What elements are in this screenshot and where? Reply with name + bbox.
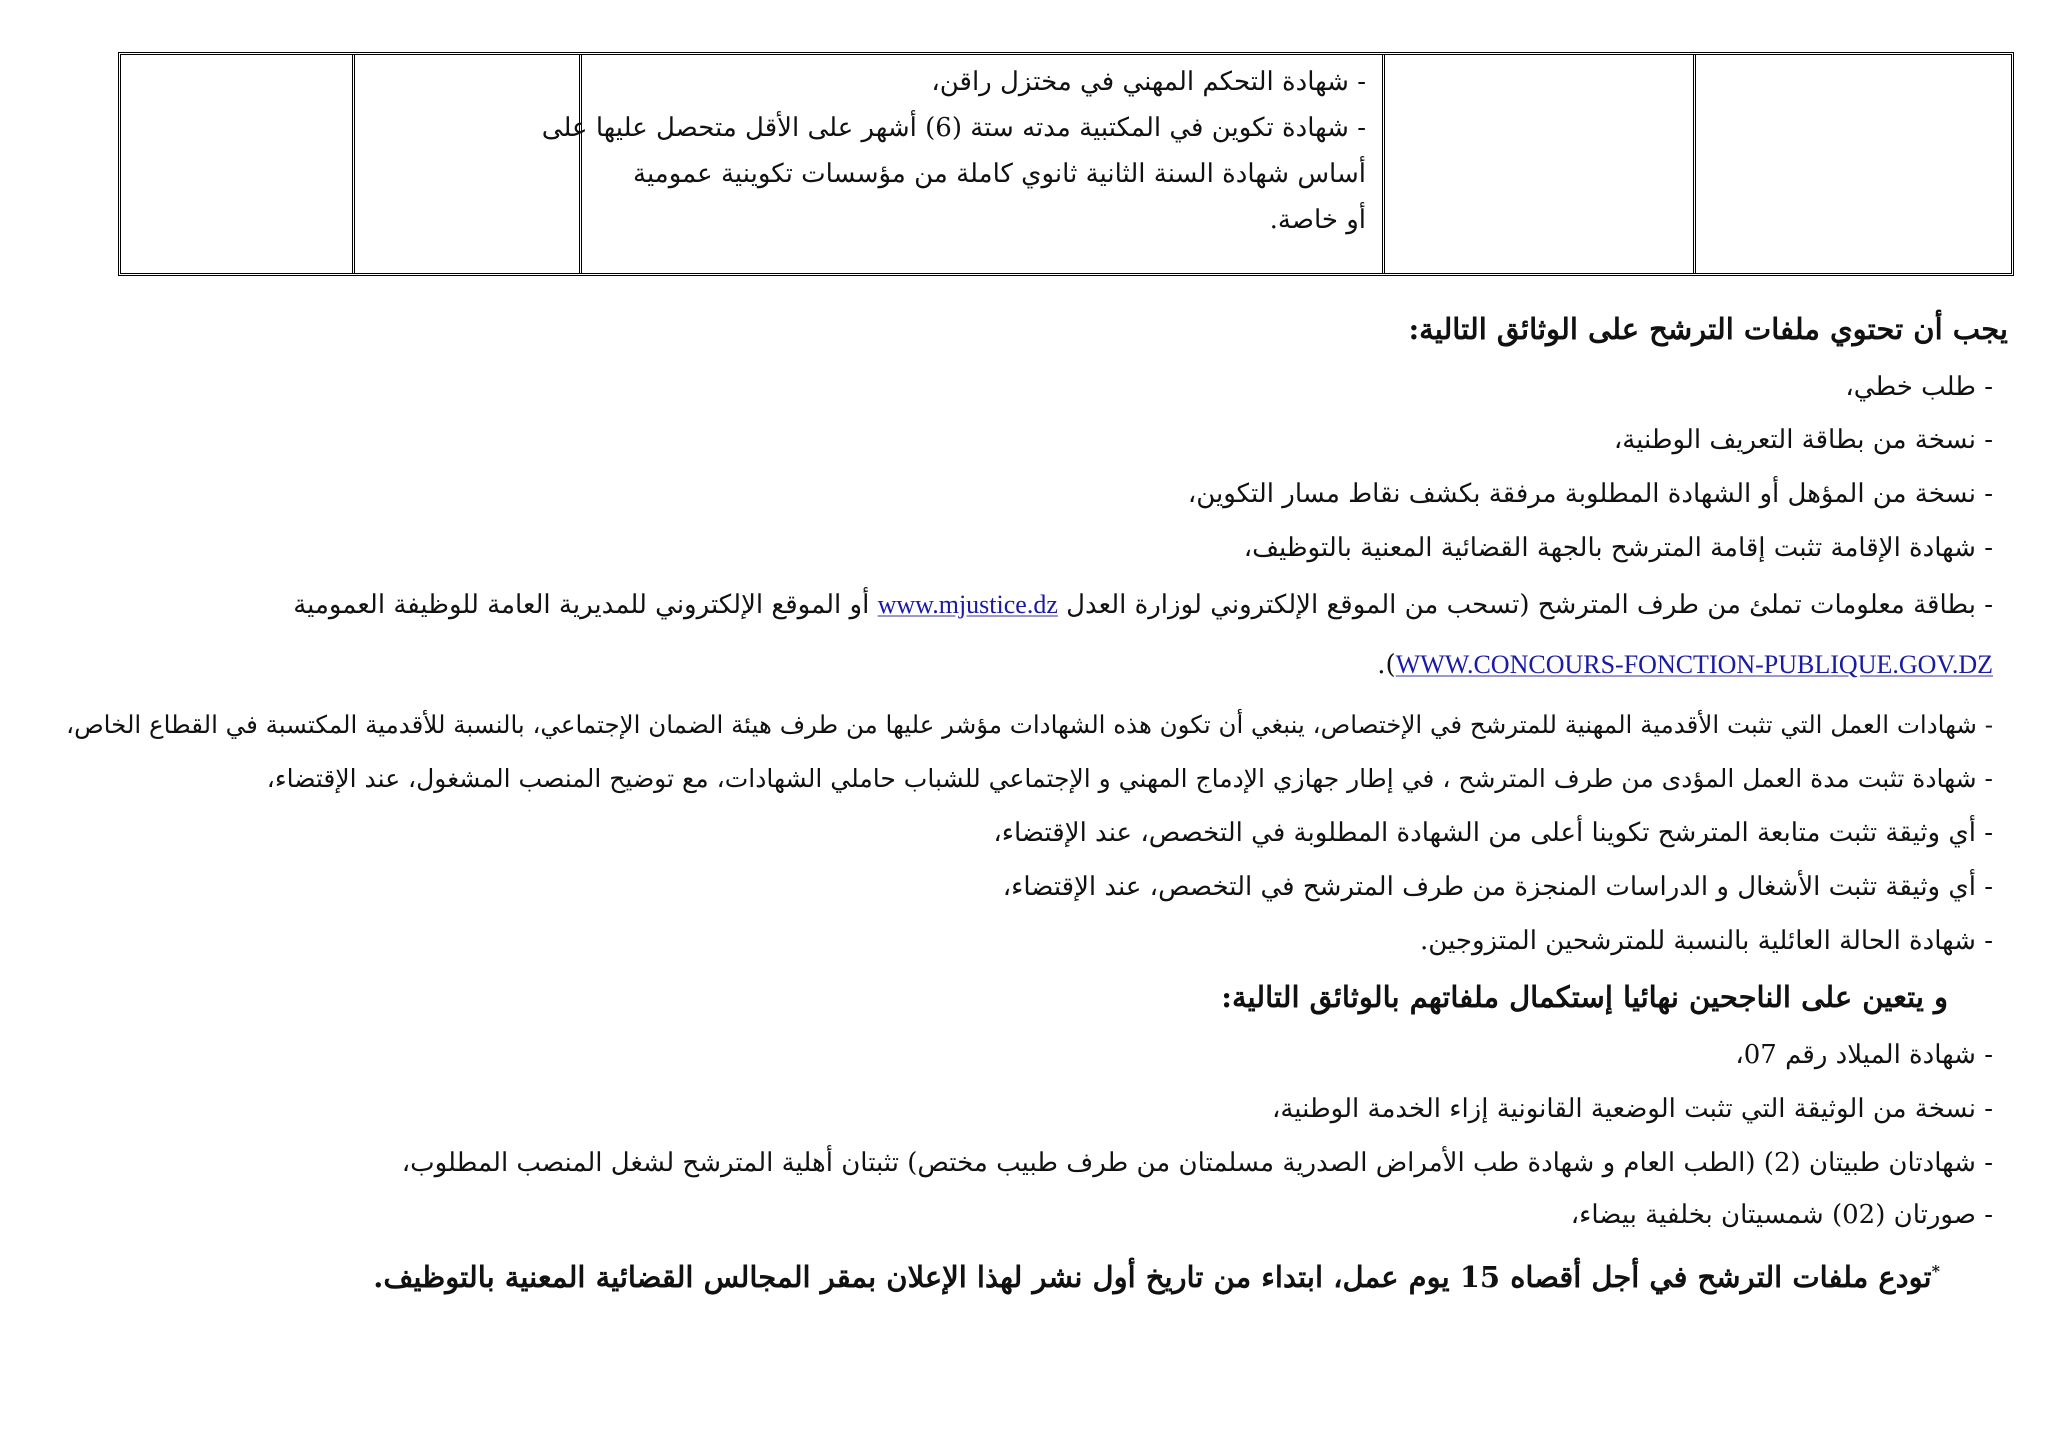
required-documents-heading: يجب أن تحتوي ملفات الترشح على الوثائق التالية: bbox=[1408, 312, 2008, 346]
qualification-line: - شهادة التحكم المهني في مختزل راقن، bbox=[931, 67, 1366, 97]
info-card-prefix: - بطاقة معلومات تملئ من طرف المترشح (تسحب من الموقع الإلكتروني لوزارة العدل bbox=[1066, 590, 1993, 620]
list-item: - شهادة تثبت مدة العمل المؤدى من طرف المترشح ، في إطار جهازي الإدماج المهني و الإجتماعي للشباب حاملي الشهادات، مع توضيح المنصب المشغول، عند الإقتضاء، bbox=[266, 764, 1993, 793]
table-cell-second bbox=[1382, 55, 1693, 273]
list-item: - أي وثيقة تثبت الأشغال و الدراسات المنجزة من طرف المترشح في التخصص، عند الإقتضاء، bbox=[1002, 872, 1993, 902]
qualification-line: - شهادة تكوين في المكتبية مدته ستة (6) أشهر على الأقل متحصل عليها على bbox=[541, 113, 1366, 143]
list-item: - شهادتان طبيتان (2) (الطب العام و شهادة طب الأمراض الصدرية مسلمتان من طرف طبيب مختص) تثبتان أهلية المترشح لشغل المنصب المطلوب، bbox=[401, 1148, 1993, 1178]
deadline-note bbox=[373, 1260, 1940, 1294]
table-cell-fourth bbox=[352, 55, 579, 273]
qualification-line: أو خاصة. bbox=[1269, 205, 1366, 235]
fonction-publique-link[interactable]: WWW.CONCOURS-FONCTION-PUBLIQUE.GOV.DZ bbox=[1395, 650, 1993, 679]
info-card-close: ). bbox=[1377, 650, 1396, 680]
final-documents-heading: و يتعين على الناجحين نهائيا إستكمال ملفاتهم بالوثائق التالية: bbox=[1221, 980, 1948, 1014]
list-item: - نسخة من الوثيقة التي تثبت الوضعية القانونية إزاء الخدمة الوطنية، bbox=[1271, 1094, 1993, 1124]
list-item-info-card-cont bbox=[1377, 650, 1993, 680]
list-item: - شهادات العمل التي تثبت الأقدمية المهنية للمترشح في الإختصاص، ينبغي أن تكون هذه الشهادات مؤشر عليها من طرف هيئة الضمان الإجتماعي، بالنسبة للأقدمية المكتسبة في القطاع الخاص، bbox=[66, 710, 1993, 739]
list-item: - شهادة الإقامة تثبت إقامة المترشح بالجهة القضائية المعنية بالتوظيف، bbox=[1243, 533, 1993, 563]
list-item: - شهادة الحالة العائلية بالنسبة للمترشحين المتزوجين. bbox=[1420, 926, 1993, 956]
table-cell-qualifications bbox=[541, 55, 1382, 273]
mjustice-link[interactable]: www.mjustice.dz bbox=[877, 590, 1058, 619]
deadline-text: تودع ملفات الترشح في أجل أقصاه 15 يوم عمل، ابتداء من تاريخ أول نشر لهذا الإعلان بمقر المجالس القضائية المعنية بالتوظيف. bbox=[373, 1260, 1932, 1294]
table-cell-leftmost bbox=[121, 55, 352, 273]
list-item: - نسخة من بطاقة التعريف الوطنية، bbox=[1613, 425, 1993, 455]
list-item: - طلب خطي، bbox=[1845, 372, 1993, 402]
table-cell-rightmost bbox=[1693, 55, 2011, 273]
list-item: - أي وثيقة تثبت متابعة المترشح تكوينا أعلى من الشهادة المطلوبة في التخصص، عند الإقتضاء، bbox=[993, 818, 1993, 848]
info-card-suffix: أو الموقع الإلكتروني للمديرية العامة للوظيفة العمومية bbox=[293, 590, 870, 620]
requirements-table bbox=[118, 52, 2014, 276]
list-item: - شهادة الميلاد رقم 07، bbox=[1735, 1040, 1993, 1070]
list-item: - صورتان (02) شمسيتان بخلفية بيضاء، bbox=[1570, 1200, 1993, 1230]
list-item-info-card bbox=[293, 590, 1993, 620]
qualification-line: أساس شهادة السنة الثانية ثانوي كاملة من مؤسسات تكوينية عمومية bbox=[633, 159, 1366, 189]
list-item: - نسخة من المؤهل أو الشهادة المطلوبة مرفقة بكشف نقاط مسار التكوين، bbox=[1187, 479, 1993, 509]
asterisk-marker: * bbox=[1931, 1261, 1940, 1281]
